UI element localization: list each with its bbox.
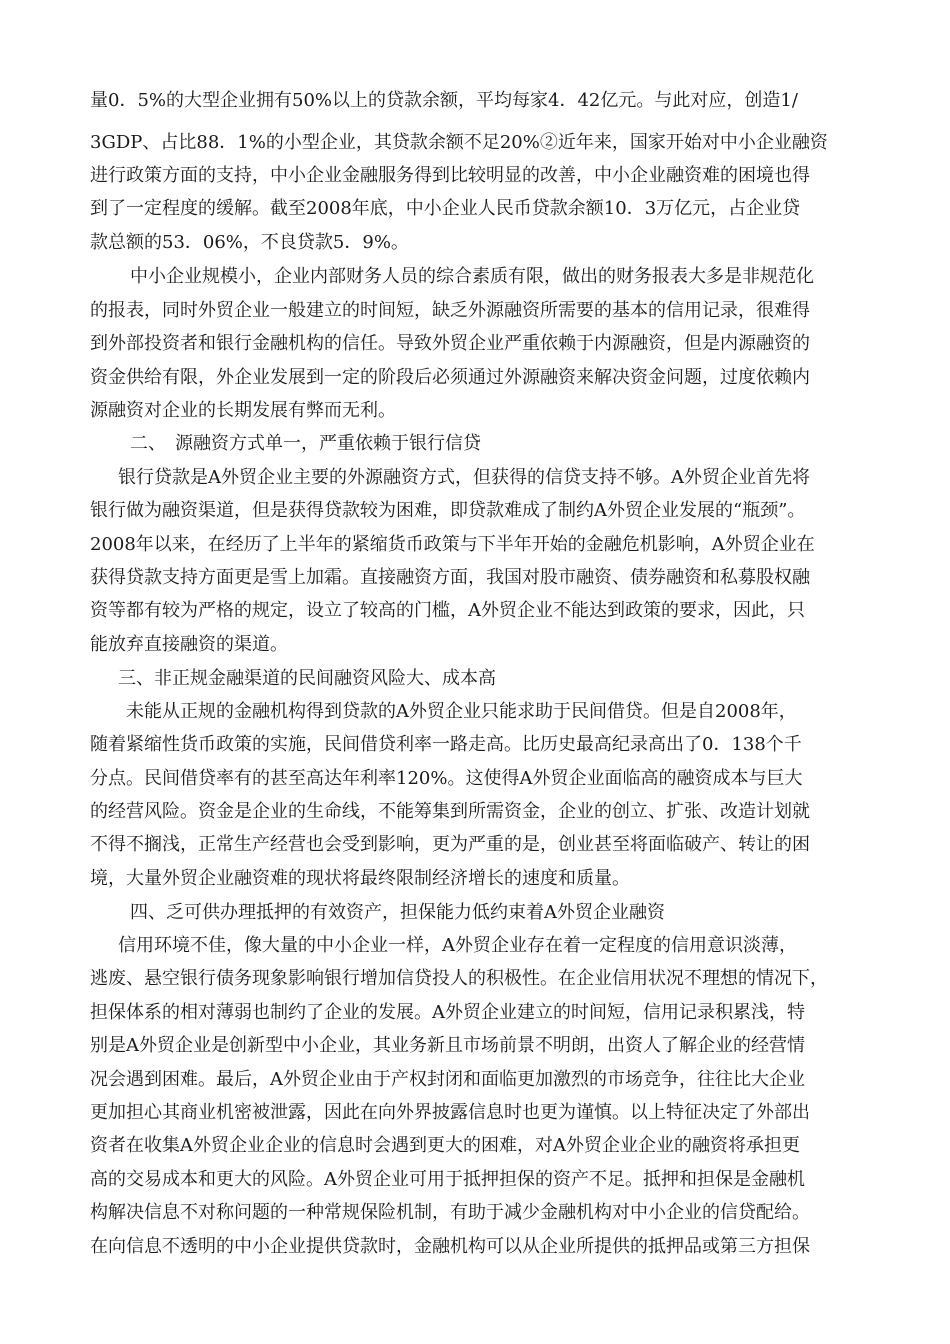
paragraph-2-line-4: 资金供给有限，外企业发展到一定的阶段后必须通过外源融资来解决资金问题，过度依赖内 [90,367,810,388]
paragraph-4-line-1: 未能从正规的金融机构得到贷款的A外贸企业只能求助于民间借贷。但是自2008年， [126,701,797,722]
paragraph-1-line-4: 到了一定程度的缓解。截至2008年底，中小企业人民币贷款余额10．3万亿元，占企业贷 [90,198,801,219]
paragraph-5-line-3: 担保体系的相对薄弱也制约了企业的发展。A外贸企业建立的时间短，信用记录积累浅，特 [90,1002,805,1023]
paragraph-2-line-1: 中小企业规模小，企业内部财务人员的综合素质有限，做出的财务报表大多是非规范化 [130,266,814,287]
paragraph-1-line-1: 量0．5%的大型企业拥有50%以上的贷款余额，平均每家4．42亿元。与此对应，创造1/ [90,90,798,111]
paragraph-5-line-10: 在向信息不透明的中小企业提供贷款时，金融机构可以从企业所提供的抵押品或第三方担保 [90,1236,810,1257]
paragraph-5-line-8: 高的交易成本和更大的风险。A外贸企业可用于抵押担保的资产不足。抵押和担保是金融机 [90,1169,805,1190]
paragraph-5-line-7: 资者在收集A外贸企业企业的信息时会遇到更大的困难，对A外贸企业企业的融资将承担更 [90,1135,800,1156]
section-heading-3: 三、非正规金融渠道的民间融资风险大、成本高 [118,668,496,689]
paragraph-5-line-5: 况会遇到困难。最后，A外贸企业由于产权封闭和面临更加激烈的市场竞争，往往比大企业 [90,1069,805,1090]
paragraph-1-line-5: 款总额的53．06%，不良贷款5．9%。 [90,232,409,253]
paragraph-3-line-6: 能放弃直接融资的渠道。 [90,634,288,655]
paragraph-2-line-2: 的报表，同时外贸企业一般建立的时间短，缺乏外源融资所需要的基本的信用记录，很难得 [90,300,810,321]
paragraph-1-line-3: 进行政策方面的支持，中小企业金融服务得到比较明显的改善，中小企业融资难的困境也得 [90,165,810,186]
paragraph-4-line-4: 的经营风险。资金是企业的生命线，不能筹集到所需资金，企业的创立、扩张、改造计划就 [90,801,810,822]
paragraph-4-line-3: 分点。民间借贷率有的甚至高达年利率120%。这使得A外贸企业面临高的融资成本与巨大 [90,768,803,789]
paragraph-3-line-1: 银行贷款是A外贸企业主要的外源融资方式，但获得的信贷支持不够。A外贸企业首先将 [118,467,810,488]
paragraph-4-line-5: 不得不搁浅，正常生产经营也会受到影响，更为严重的是，创业甚至将面临破产、转让的困 [90,834,810,855]
paragraph-5-line-2: 逃废、悬空银行债务现象影响银行增加信贷投人的积极性。在企业信用状况不理想的情况下， [90,968,828,989]
paragraph-4-line-6: 境，大量外贸企业融资难的现状将最终限制经济增长的速度和质量。 [90,868,630,889]
section-heading-2: 二、 源融资方式单一，严重依赖于银行信贷 [130,433,481,454]
paragraph-1-line-2: 3GDP、占比88．1%的小型企业，其贷款余额不足20%②近年来，国家开始对中小企业融资 [90,132,828,153]
paragraph-5-line-4: 别是A外贸企业是创新型中小企业，其业务新且市场前景不明朗，出资人了解企业的经营情 [90,1035,805,1056]
section-heading-4: 四、乏可供办理抵押的有效资产，担保能力低约束着A外贸企业融资 [130,902,665,923]
paragraph-3-line-5: 资等都有较为严格的规定，设立了较高的门槛，A外贸企业不能达到政策的要求，因此，只 [90,600,805,621]
paragraph-3-line-4: 获得贷款支持方面更是雪上加霜。直接融资方面，我国对股市融资、债券融资和私募股权融 [90,567,810,588]
paragraph-4-line-2: 随着紧缩性货币政策的实施，民间借贷利率一路走高。比历史最高纪录高出了0．138个千 [90,734,802,755]
paragraph-5-line-9: 构解决信息不对称问题的一种常规保险机制，有助于减少金融机构对中小企业的信贷配给。 [90,1202,810,1223]
paragraph-3-line-2: 银行做为融资渠道，但是获得贷款较为困难，即贷款难成了制约A外贸企业发展的“瓶颈”。 [90,500,806,521]
paragraph-5-line-1: 信用环境不佳，像大量的中小企业一样，A外贸企业存在着一定程度的信用意识淡薄， [118,935,797,956]
paragraph-2-line-5: 源融资对企业的长期发展有弊而无利。 [90,400,396,421]
paragraph-5-line-6: 更加担心其商业机密被泄露，因此在向外界披露信息时也更为谨慎。以上特征决定了外部出 [90,1102,810,1123]
paragraph-3-line-3: 2008年以来，在经历了上半年的紧缩货币政策与下半年开始的金融危机影响，A外贸企业在 [90,534,815,555]
paragraph-2-line-3: 到外部投资者和银行金融机构的信任。导致外贸企业严重依赖于内源融资，但是内源融资的 [90,333,810,354]
